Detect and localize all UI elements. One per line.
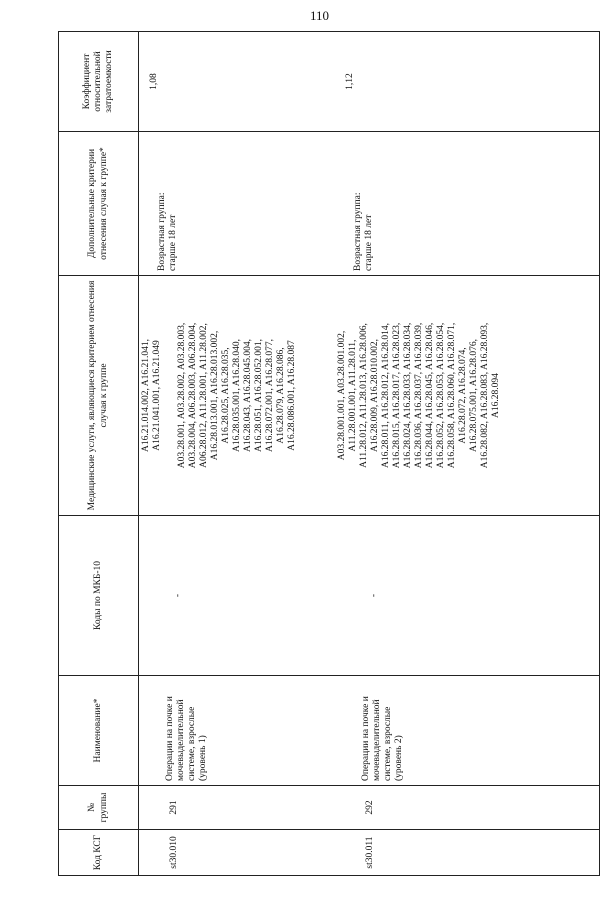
service-line: A16.28.072, A16.28.074, bbox=[457, 347, 468, 444]
ksg-table bbox=[58, 31, 600, 876]
name-line: (уровень 1) bbox=[198, 735, 209, 781]
service-line: A16.28.025, A16.28.035, bbox=[221, 347, 232, 444]
service-line: A03.28.004, A06.28.003, A06.28.004, bbox=[188, 322, 199, 469]
service-line: A16.28.051, A16.28.052.001, bbox=[254, 339, 265, 452]
service-line: A16.28.094 bbox=[490, 373, 501, 418]
service-line: A16.28.013.001, A16.28.013.002, bbox=[210, 330, 221, 461]
medical-services bbox=[335, 276, 600, 516]
extra-line: Возрастная группа: bbox=[157, 192, 167, 271]
name-line: Операции на почке и bbox=[360, 696, 371, 781]
coefficient: 1,12 bbox=[335, 32, 600, 132]
service-line: A16.28.072.001, A16.28.077, bbox=[265, 339, 276, 452]
ksg-code: st30.011 bbox=[335, 830, 600, 876]
mkb-codes: - bbox=[335, 516, 600, 676]
service-line: A11.28.012, A11.28.013, A16.28.006, bbox=[358, 323, 369, 468]
services-continuation bbox=[141, 280, 177, 511]
name-line: Операции на почке и bbox=[165, 696, 175, 781]
extra-criteria bbox=[335, 132, 600, 276]
table-header-row bbox=[59, 32, 139, 876]
service-line: A16.21.041.001, A16.21.049 bbox=[152, 340, 163, 451]
extra-criteria bbox=[139, 132, 335, 276]
medical-services bbox=[139, 276, 335, 516]
mkb-codes: - bbox=[139, 516, 335, 676]
service-line: A16.28.015, A16.28.017, A16.28.023, bbox=[391, 322, 402, 469]
group-name bbox=[335, 676, 600, 786]
service-line: A16.28.052, A16.28.053, A16.28.054, bbox=[435, 322, 446, 469]
service-line: A16.28.082, A16.28.083, A16.28.093, bbox=[479, 322, 490, 469]
name-line: системе, взрослые bbox=[382, 706, 393, 781]
service-line: A16.28.043, A16.28.045.004, bbox=[243, 339, 254, 452]
service-line: A16.28.075.001, A16.28.076, bbox=[468, 339, 479, 452]
service-line: A16.28.009, A16.28.010.002, bbox=[369, 339, 380, 452]
service-line: A16.28.024, A16.28.033, A16.28.034, bbox=[402, 322, 413, 469]
header-group-number: № группы bbox=[59, 786, 139, 830]
rotated-table-container bbox=[58, 32, 600, 876]
service-line: A16.28.011, A16.28.012, A16.28.014, bbox=[380, 322, 391, 469]
ksg-code: st30.010 bbox=[139, 830, 335, 876]
name-line: системе, взрослые bbox=[187, 706, 198, 781]
header-code: Код КСГ bbox=[59, 830, 139, 876]
header-name: Наименование* bbox=[59, 676, 139, 786]
service-line: A16.28.036, A16.28.037, A16.28.039, bbox=[413, 322, 424, 469]
service-line: A16.21.014.002, A16.21.041, bbox=[141, 339, 151, 452]
group-number: 291 bbox=[139, 786, 335, 830]
service-line: A06.28.012, A11.28.001, A11.28.002, bbox=[199, 323, 210, 468]
extra-line: Возрастная группа: bbox=[352, 192, 363, 271]
header-extra-criteria: Дополнительные критерии отнесения случая к группе* bbox=[59, 132, 139, 276]
name-line: (уровень 2) bbox=[393, 735, 404, 781]
group-name bbox=[139, 676, 335, 786]
table-row bbox=[139, 32, 335, 876]
header-coefficient: Коэффициент относительной затратоемкости bbox=[59, 32, 139, 132]
header-mkb: Коды по МКБ-10 bbox=[59, 516, 139, 676]
service-line: A16.28.086.001, A16.28.087 bbox=[287, 340, 298, 451]
name-line: мочевыделительной bbox=[176, 699, 187, 781]
page-number: 110 bbox=[310, 8, 330, 23]
service-line: A16.28.079, A16.28.086, bbox=[276, 347, 287, 444]
service-line: A16.28.035.001, A16.28.040, bbox=[232, 339, 243, 452]
service-line: A03.28.001, A03.28.002, A03.28.003, bbox=[177, 322, 188, 469]
service-line: A03.28.001.001, A03.28.001.002, bbox=[336, 330, 347, 461]
header-services: Медицинские услуги, являющиеся критерием отнесения случая к группе bbox=[59, 276, 139, 516]
extra-line: старше 18 лет bbox=[363, 214, 374, 271]
table-row bbox=[335, 32, 600, 876]
service-line: A16.28.044, A16.28.045, A16.28.046, bbox=[424, 322, 435, 469]
extra-line: старше 18 лет bbox=[168, 214, 179, 271]
coefficient: 1,08 bbox=[139, 32, 335, 132]
service-line: A11.28.001.001, A11.28.011, bbox=[347, 339, 358, 452]
service-line: A16.28.058, A16.28.060, A16.28.071, bbox=[446, 322, 457, 469]
name-line: мочевыделительной bbox=[371, 699, 382, 781]
group-number: 292 bbox=[335, 786, 600, 830]
